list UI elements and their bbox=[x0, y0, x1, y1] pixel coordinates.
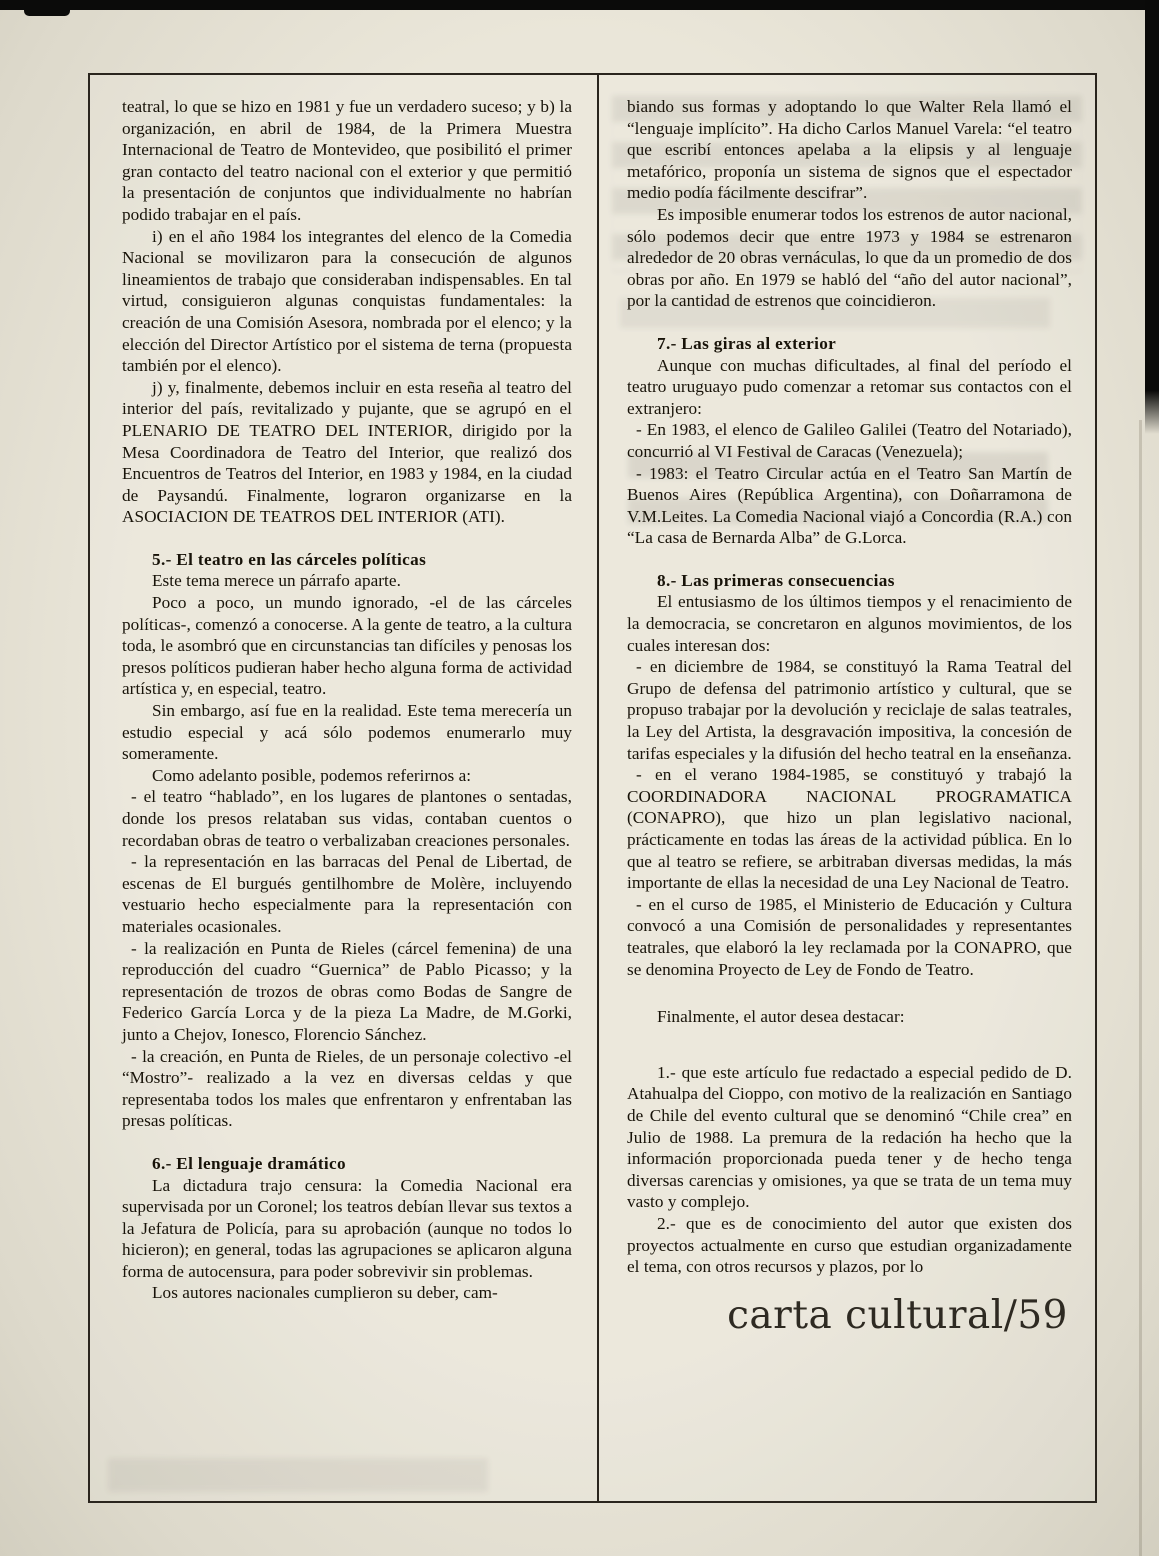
section-heading: 8.- Las primeras consecuencias bbox=[657, 570, 895, 590]
list-item: - en el verano 1984-1985, se constituyó y trabajó la COORDINADORA NACIONAL PROGRAMATICA (CONAPRO), que hizo un plan legislativo nacional, prácticamente en todas las áreas de la actividad pública. En lo que al teatro se refiere, se arbitraban diversas medidas, la más importante de ellas la necesidad de una Ley Nacional de Teatro. bbox=[627, 765, 1072, 893]
paragraph: Este tema merece un párrafo aparte. bbox=[152, 571, 401, 591]
scan-edge-top bbox=[0, 0, 1159, 10]
paragraph: Finalmente, el autor desea destacar: bbox=[657, 1007, 905, 1027]
magazine-footer-title: carta cultural/59 bbox=[727, 1292, 1068, 1338]
scan-edge-right bbox=[1145, 0, 1159, 434]
list-item: - la realización en Punta de Rieles (cárcel femenina) de una reproducción del cuadro “Guernica” de Pablo Picasso; y la representación de trozos de obras como Bodas de Sangre de Federico García Lorca y de la pieza La Madre, de M.Gorki, junto a Chejov, Ionesco, Florencio Sánchez. bbox=[122, 938, 572, 1044]
paragraph: Poco a poco, un mundo ignorado, -el de las cárceles políticas-, comenzó a conocerse. A la gente de teatro, a la cultura toda, le asombró que en circunstancias tan difíciles y penosas los presos políticos pudieran haber hecho alguna forma de actividad artística y, en especial, teatro. bbox=[122, 593, 572, 699]
list-item: - la creación, en Punta de Rieles, de un personaje colectivo -el “Mostro”- realizado a la vez en diversas celdas y que representaba todos los males que enfrentaron y enfrentaban las presas políticas. bbox=[122, 1046, 572, 1131]
paragraph: Los autores nacionales cumplieron su deber, cam- bbox=[152, 1283, 498, 1303]
list-item: - la representación en las barracas del Penal de Libertad, de escenas de El burgués gentilhombre de Molère, incluyendo vestuario hecho especialmente para la representación con materiales ocasionales. bbox=[122, 852, 572, 936]
list-item: - En 1983, el elenco de Galileo Galilei (Teatro del Notariado), concurrió al VI Festival de Caracas (Venezuela); bbox=[627, 420, 1072, 461]
article-frame bbox=[88, 73, 1097, 1503]
left-column bbox=[90, 75, 599, 1501]
section-heading: 7.- Las giras al exterior bbox=[657, 333, 837, 353]
list-item: - el teatro “hablado”, en los lugares de plantones o sentadas, donde los presos relataban sus vidas, contaban cuentos o recordaban obras de teatro o verbalizaban creaciones personales. bbox=[122, 787, 572, 850]
section-heading: 5.- El teatro en las cárceles políticas bbox=[152, 549, 427, 569]
paragraph: El entusiasmo de los últimos tiempos y el renacimiento de la democracia, se concretaron en algunos movimientos, de los cuales interesan dos: bbox=[627, 592, 1072, 655]
scan-edge-top-left bbox=[24, 0, 70, 16]
paragraph: 1.- que este artículo fue redactado a especial pedido de D. Atahualpa del Cioppo, con motivo de la realización en Santiago de Chile del evento cultural que se denominó “Chile crea” en Julio de 1988. La premura de la redación ha hecho que la información proporcionada pueda tener y de hecho tenga diversas carencias y omisiones, ya que se trata de un tema muy vasto y complejo. bbox=[627, 1062, 1072, 1212]
paragraph: Sin embargo, así fue en la realidad. Este tema merecería un estudio especial y acá sólo podemos enumerarlo muy someramente. bbox=[122, 701, 572, 764]
right-column bbox=[599, 75, 1095, 1501]
section-heading: 6.- El lenguaje dramático bbox=[152, 1153, 346, 1173]
paragraph: j) y, finalmente, debemos incluir en esta reseña al teatro del interior del país, revitalizado y pujante, que se agrupó en el PLENARIO DE TEATRO DEL INTERIOR, dirigido por la Mesa Coordinadora de Teatro del Interior, que realizó dos Encuentros de Teatros del Interior, en 1983 y 1984, en la ciudad de Paysandú. Finalmente, lograron organizarse en la ASOCIACION DE TEATROS DEL INTERIOR (ATI). bbox=[122, 377, 572, 527]
page-edge-line bbox=[1139, 420, 1142, 1556]
list-item: - 1983: el Teatro Circular actúa en el Teatro San Martín de Buenos Aires (República Argentina), con Doñarramona de V.M.Leites. La Comedia Nacional viajó a Concordia (R.A.) con “La casa de Bernarda Alba” de G.Lorca. bbox=[627, 463, 1072, 548]
paragraph: Como adelanto posible, podemos referirnos a: bbox=[152, 765, 472, 785]
paragraph: biando sus formas y adoptando lo que Walter Rela llamó el “lenguaje implícito”. Ha dicho Carlos Manuel Varela: “el teatro que escribí entonces apelaba a la elipsis y al lenguaje metafórico, proponía un sistema de signos que el espectador medio podía fácilmente descifrar”. bbox=[627, 97, 1072, 203]
paragraph: 2.- que es de conocimiento del autor que existen dos proyectos actualmente en curso que estudian organizadamente el tema, con otros recursos y plazos, por lo bbox=[627, 1213, 1072, 1277]
list-item: - en el curso de 1985, el Ministerio de Educación y Cultura convocó a una Comisión de personalidades y representantes teatrales, que elaboró la ley reclamada por la CONAPRO, que se denomina Proyecto de Ley de Fondo de Teatro. bbox=[627, 894, 1072, 979]
paragraph: Es imposible enumerar todos los estrenos de autor nacional, sólo podemos decir que entre 1973 y 1984 se estrenaron alrededor de 20 obras vernáculas, lo que da un promedio de dos obras por año. En 1979 se habló del “año del autor nacional”, por la cantidad de estrenos que coincidieron. bbox=[627, 204, 1072, 311]
paragraph: teatral, lo que se hizo en 1981 y fue un verdadero suceso; y b) la organización, en abril de 1984, de la Primera Muestra Internacional de Teatro de Montevideo, que posibilitó el primer gran contacto del teatro nacional con el exterior y que permitió la presentación de conjuntos que individualmente no habrían podido trabajar en el país. bbox=[122, 97, 572, 224]
list-item: - en diciembre de 1984, se constituyó la Rama Teatral del Grupo de defensa del patrimonio artístico y cultural, que se propuso trabajar por la devolución y reciclaje de salas teatrales, la Ley del Artista, la desgravación impositiva, la concesión de tarifas especiales y la difusión del hecho teatral en la enseñanza. bbox=[627, 657, 1072, 763]
paragraph: La dictadura trajo censura: la Comedia Nacional era supervisada por un Coronel; los teatros debían llevar sus textos a la Jefatura de Policía, para su aprobación (aunque no todos lo hicieron); en general, todas las agrupaciones se aplicaron alguna forma de autocensura, para poder sobrevivir sin problemas. bbox=[122, 1175, 572, 1281]
paragraph: i) en el año 1984 los integrantes del elenco de la Comedia Nacional se movilizaron para la consecución de algunos lineamientos de trabajo que consideraban indispensables. En tal virtud, consiguieron algunas conquistas fundamentales: la creación de una Comisión Asesora, nombrada por el elenco; y la elección del Director Artístico por el sistema de terna (propuesta también por el elenco). bbox=[122, 226, 572, 376]
paragraph: Aunque con muchas dificultades, al final del período el teatro uruguayo pudo comenzar a retomar sus contactos con el extranjero: bbox=[627, 355, 1072, 418]
